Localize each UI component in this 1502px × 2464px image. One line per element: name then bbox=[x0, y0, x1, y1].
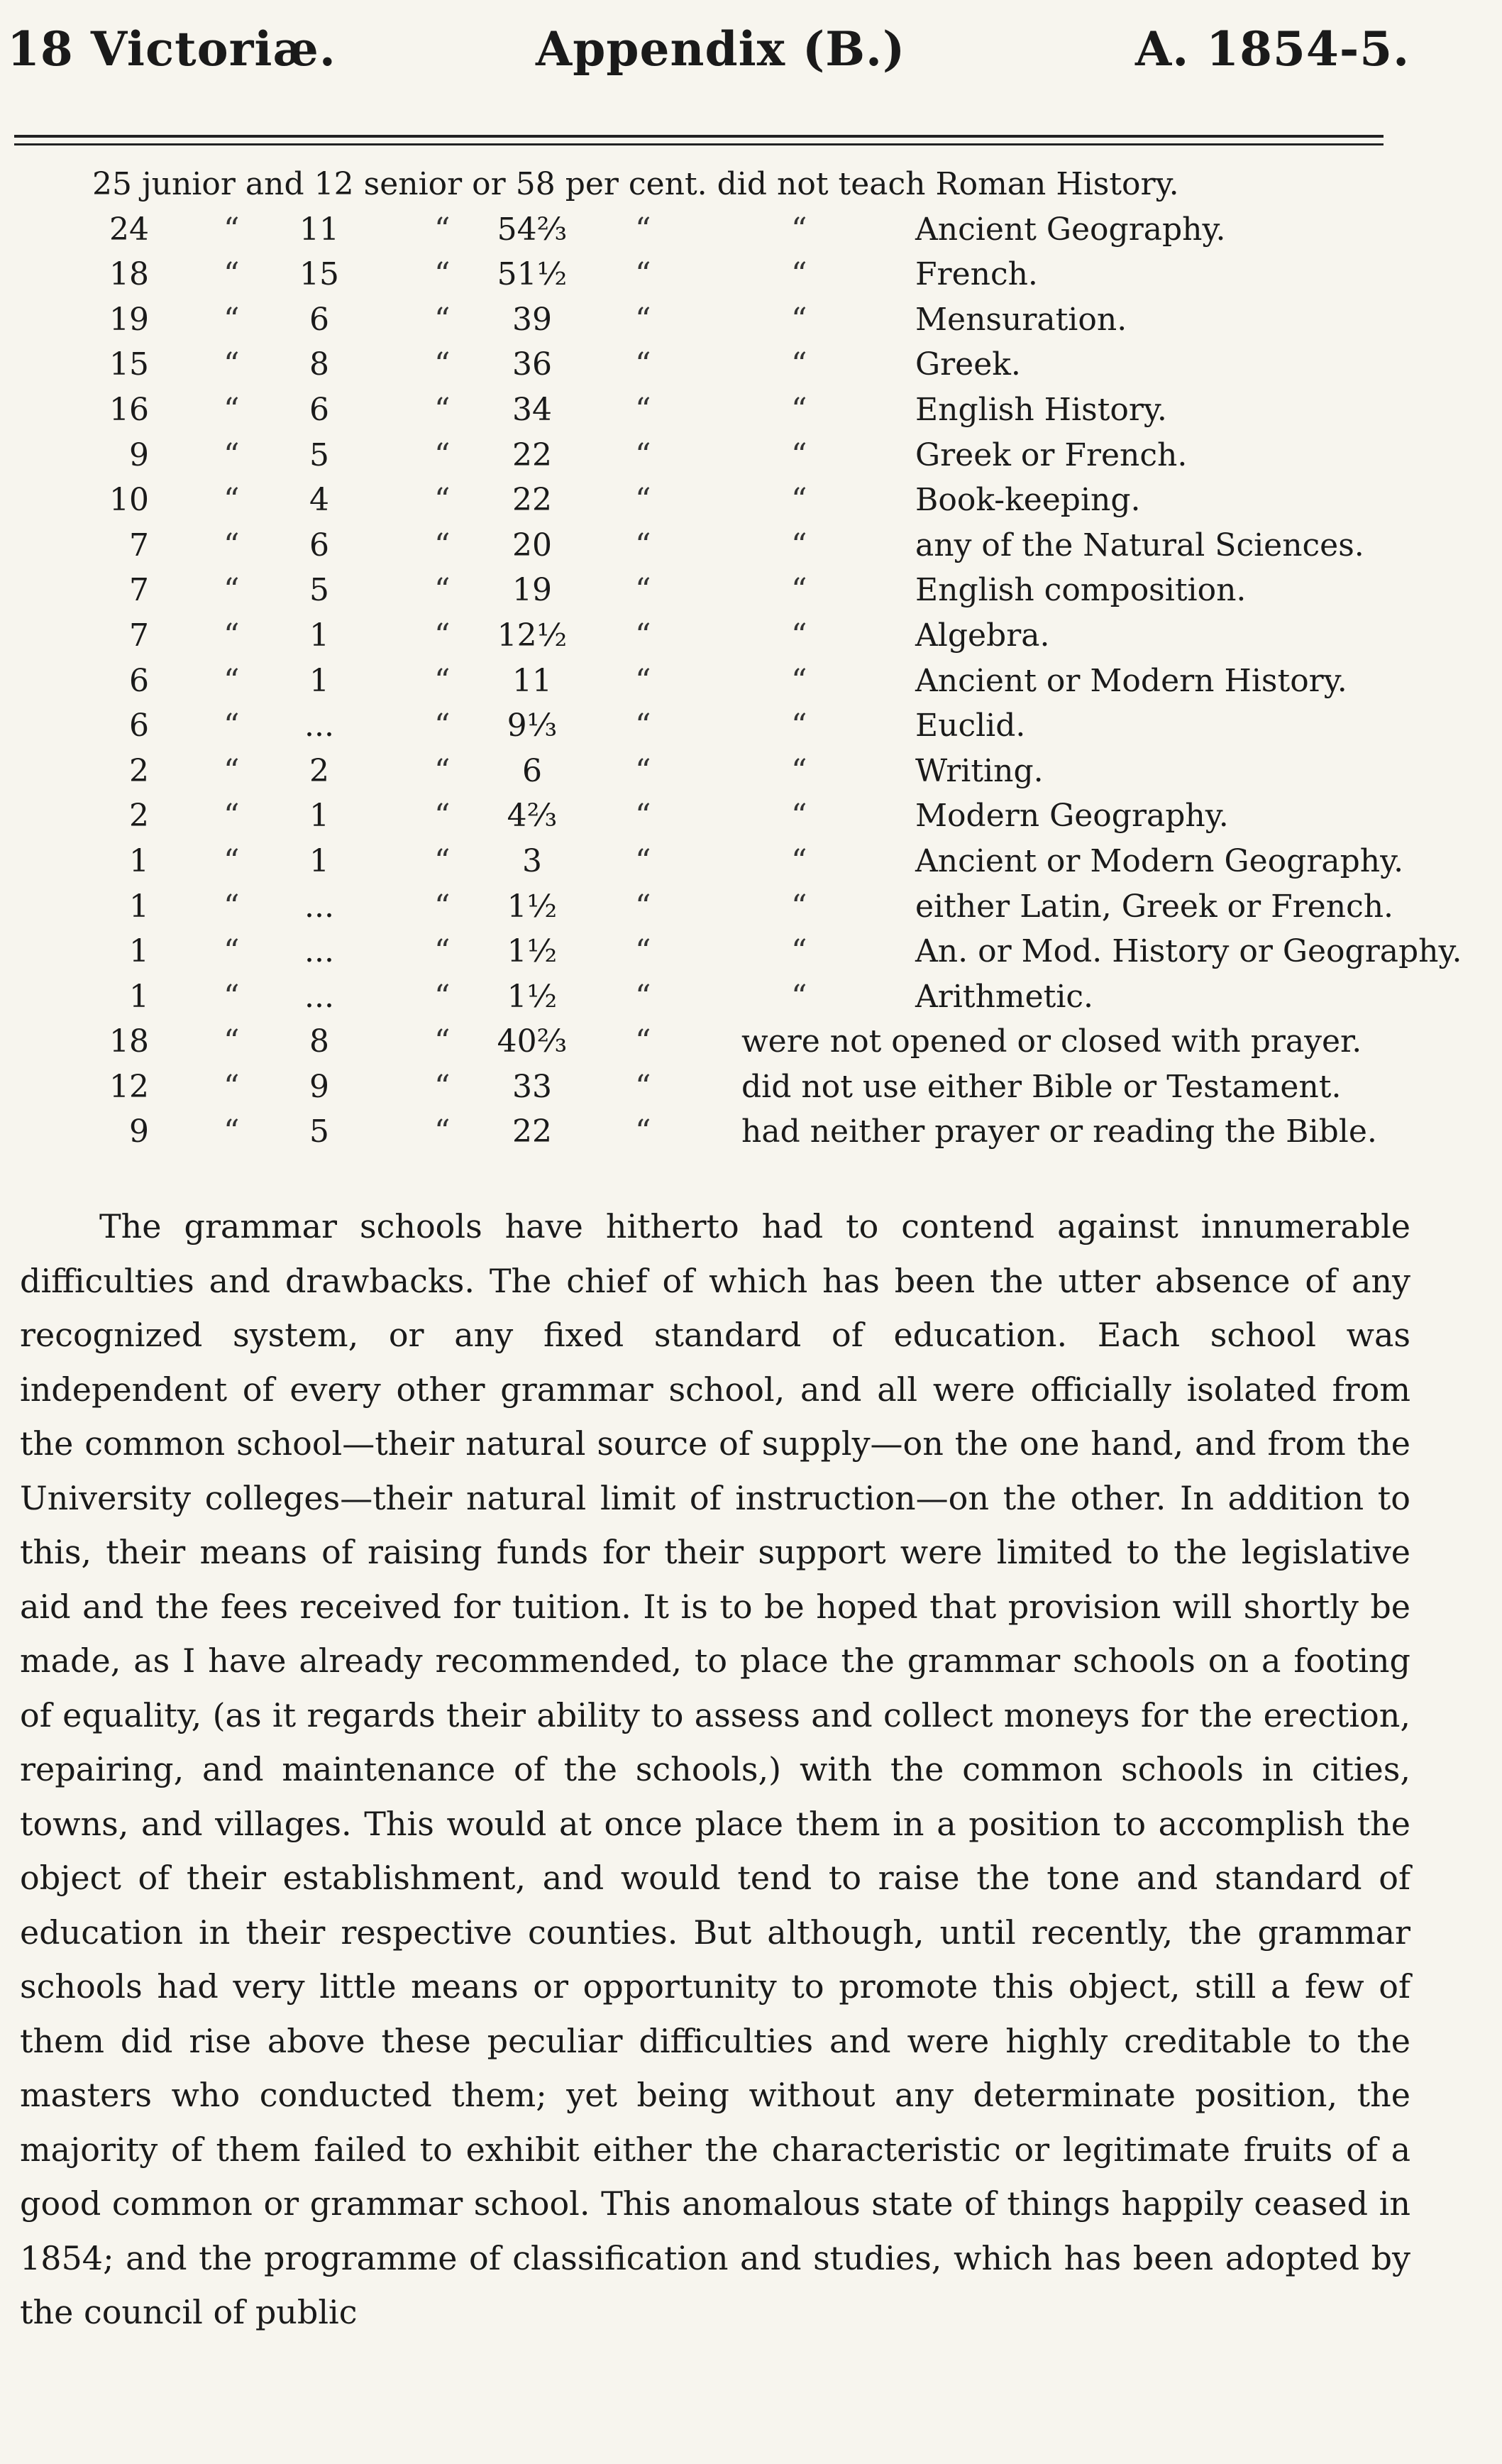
senior-count: 6 bbox=[309, 391, 329, 428]
senior-count: 4 bbox=[309, 482, 329, 519]
senior-count: 5 bbox=[309, 436, 329, 473]
ditto-mark: “ bbox=[635, 346, 651, 383]
junior-count: 2 bbox=[129, 752, 149, 789]
junior-count: 7 bbox=[129, 527, 149, 563]
junior-count: 7 bbox=[129, 572, 149, 609]
junior-count: 16 bbox=[109, 391, 149, 428]
ditto-mark: “ bbox=[635, 842, 651, 879]
ditto-mark: “ bbox=[791, 211, 807, 248]
senior-count: 6 bbox=[309, 527, 329, 563]
percent-value: 12½ bbox=[497, 617, 568, 654]
percent-value: 4⅔ bbox=[507, 798, 558, 835]
ditto-mark: “ bbox=[434, 617, 451, 654]
ditto-mark: “ bbox=[434, 301, 451, 338]
ditto-mark: “ bbox=[434, 1113, 451, 1150]
table-row bbox=[0, 1065, 1502, 1110]
ditto-mark: “ bbox=[635, 482, 651, 519]
ditto-mark: “ bbox=[434, 346, 451, 383]
ditto-mark: “ bbox=[434, 1068, 451, 1105]
header-rule-bottom bbox=[14, 143, 1384, 145]
table-row bbox=[0, 162, 1502, 207]
header-appendix: Appendix (B.) bbox=[536, 21, 906, 77]
statement-text: had neither prayer or reading the Bible. bbox=[741, 1113, 1377, 1150]
subject-name: French. bbox=[915, 256, 1038, 293]
junior-count: 6 bbox=[129, 708, 149, 744]
ditto-mark: “ bbox=[791, 527, 807, 563]
senior-count: 2 bbox=[309, 752, 329, 789]
subject-name: English History. bbox=[915, 391, 1167, 428]
table-row bbox=[0, 884, 1502, 930]
junior-count: 9 bbox=[129, 1113, 149, 1150]
ditto-mark: “ bbox=[791, 617, 807, 654]
ditto-mark: “ bbox=[223, 933, 240, 970]
ditto-mark: “ bbox=[434, 391, 451, 428]
ditto-mark: “ bbox=[434, 527, 451, 563]
junior-count: 2 bbox=[129, 798, 149, 835]
ditto-mark: “ bbox=[434, 888, 451, 925]
ditto-mark: “ bbox=[635, 256, 651, 293]
percent-value: 39 bbox=[512, 301, 552, 338]
ditto-mark: “ bbox=[791, 572, 807, 609]
ditto-mark: “ bbox=[791, 301, 807, 338]
ditto-mark: “ bbox=[434, 933, 451, 970]
first-row-text bbox=[92, 162, 1179, 207]
ditto-mark: “ bbox=[223, 1113, 240, 1150]
table-row bbox=[0, 703, 1502, 749]
senior-count: 1 bbox=[309, 842, 329, 879]
ditto-mark: “ bbox=[791, 346, 807, 383]
ditto-mark: “ bbox=[635, 978, 651, 1015]
page-header bbox=[0, 0, 1502, 106]
first-row-verb: did not teach bbox=[717, 166, 926, 202]
table-row bbox=[0, 387, 1502, 433]
percent-value: 22 bbox=[512, 482, 552, 519]
junior-count: 10 bbox=[109, 482, 149, 519]
junior-count: 7 bbox=[129, 617, 149, 654]
ditto-mark: “ bbox=[223, 1068, 240, 1105]
subject-name: English composition. bbox=[915, 572, 1247, 609]
subject-name: An. or Mod. History or Geography. bbox=[915, 933, 1462, 970]
senior-count: 6 bbox=[309, 301, 329, 338]
table-row bbox=[0, 478, 1502, 523]
ditto-mark: “ bbox=[635, 527, 651, 563]
ditto-mark: “ bbox=[434, 572, 451, 609]
senior-count: 1 bbox=[309, 798, 329, 835]
senior-count: 11 bbox=[299, 211, 339, 248]
ditto-mark: “ bbox=[635, 211, 651, 248]
ditto-mark: “ bbox=[635, 662, 651, 699]
junior-count: 6 bbox=[129, 662, 149, 699]
subject-name: either Latin, Greek or French. bbox=[915, 888, 1394, 925]
ditto-mark: “ bbox=[791, 482, 807, 519]
header-rule-top bbox=[14, 135, 1384, 138]
table-row bbox=[0, 1019, 1502, 1065]
ditto-mark: “ bbox=[791, 436, 807, 473]
ditto-mark: “ bbox=[635, 1023, 651, 1060]
junior-count: 1 bbox=[129, 842, 149, 879]
ditto-mark: “ bbox=[223, 256, 240, 293]
ditto-mark: “ bbox=[791, 708, 807, 744]
table-row bbox=[0, 297, 1502, 343]
percent-value: 19 bbox=[512, 572, 552, 609]
subject-name: Greek or French. bbox=[915, 436, 1188, 473]
table-row bbox=[0, 839, 1502, 884]
ditto-mark: “ bbox=[635, 1113, 651, 1150]
first-row-senior: 12 bbox=[314, 166, 354, 202]
statement-text: did not use either Bible or Testament. bbox=[741, 1068, 1342, 1105]
percent-value: 54⅔ bbox=[497, 211, 568, 248]
ditto-mark: “ bbox=[635, 752, 651, 789]
senior-count: ... bbox=[304, 978, 334, 1015]
junior-count: 1 bbox=[129, 978, 149, 1015]
ditto-mark: “ bbox=[434, 842, 451, 879]
ditto-mark: “ bbox=[434, 708, 451, 744]
ditto-mark: “ bbox=[635, 708, 651, 744]
ditto-mark: “ bbox=[635, 888, 651, 925]
ditto-mark: “ bbox=[223, 1023, 240, 1060]
table-row bbox=[0, 974, 1502, 1020]
table-row bbox=[0, 523, 1502, 568]
ditto-mark: “ bbox=[791, 256, 807, 293]
ditto-mark: “ bbox=[791, 888, 807, 925]
first-row-subject: Roman History. bbox=[935, 166, 1179, 202]
header-session: 18 Victoriæ. bbox=[7, 21, 336, 77]
percent-value: 20 bbox=[512, 527, 552, 563]
junior-count: 12 bbox=[109, 1068, 149, 1105]
ditto-mark: “ bbox=[223, 482, 240, 519]
table-row bbox=[0, 749, 1502, 794]
body-paragraph-container bbox=[20, 1199, 1410, 2340]
ditto-mark: “ bbox=[434, 256, 451, 293]
table-row bbox=[0, 568, 1502, 613]
ditto-mark: “ bbox=[791, 933, 807, 970]
percent-value: 22 bbox=[512, 1113, 552, 1150]
first-row-percent-word: per cent. bbox=[565, 166, 707, 202]
table-row bbox=[0, 793, 1502, 839]
junior-count: 1 bbox=[129, 888, 149, 925]
table-row bbox=[0, 207, 1502, 253]
statistics-table bbox=[0, 162, 1502, 1155]
first-row-percent: 58 bbox=[515, 166, 556, 202]
table-row bbox=[0, 433, 1502, 478]
subject-name: Algebra. bbox=[915, 617, 1050, 654]
ditto-mark: “ bbox=[635, 436, 651, 473]
ditto-mark: “ bbox=[434, 978, 451, 1015]
ditto-mark: “ bbox=[791, 662, 807, 699]
ditto-mark: “ bbox=[635, 617, 651, 654]
ditto-mark: “ bbox=[223, 662, 240, 699]
junior-count: 19 bbox=[109, 301, 149, 338]
subject-name: Writing. bbox=[915, 752, 1044, 789]
subject-name: any of the Natural Sciences. bbox=[915, 527, 1364, 563]
senior-count: 1 bbox=[309, 617, 329, 654]
first-row-junior-word: junior and bbox=[142, 166, 304, 202]
junior-count: 1 bbox=[129, 933, 149, 970]
senior-count: 5 bbox=[309, 1113, 329, 1150]
statement-text: were not opened or closed with prayer. bbox=[741, 1023, 1362, 1060]
subject-name: Ancient Geography. bbox=[915, 211, 1226, 248]
senior-count: 5 bbox=[309, 572, 329, 609]
ditto-mark: “ bbox=[635, 933, 651, 970]
ditto-mark: “ bbox=[635, 798, 651, 835]
ditto-mark: “ bbox=[791, 842, 807, 879]
percent-value: 1½ bbox=[507, 978, 558, 1015]
table-row bbox=[0, 252, 1502, 297]
ditto-mark: “ bbox=[223, 211, 240, 248]
ditto-mark: “ bbox=[223, 436, 240, 473]
ditto-mark: “ bbox=[434, 211, 451, 248]
percent-value: 33 bbox=[512, 1068, 552, 1105]
ditto-mark: “ bbox=[223, 346, 240, 383]
ditto-mark: “ bbox=[635, 391, 651, 428]
subject-name: Ancient or Modern History. bbox=[915, 662, 1347, 699]
ditto-mark: “ bbox=[434, 752, 451, 789]
first-row-senior-word: senior or bbox=[363, 166, 506, 202]
senior-count: 15 bbox=[299, 256, 339, 293]
subject-name: Ancient or Modern Geography. bbox=[915, 842, 1404, 879]
percent-value: 36 bbox=[512, 346, 552, 383]
ditto-mark: “ bbox=[434, 798, 451, 835]
ditto-mark: “ bbox=[635, 301, 651, 338]
subject-name: Euclid. bbox=[915, 708, 1026, 744]
percent-value: 3 bbox=[522, 842, 542, 879]
subject-name: Book-keeping. bbox=[915, 482, 1141, 519]
percent-value: 1½ bbox=[507, 933, 558, 970]
senior-count: 8 bbox=[309, 1023, 329, 1060]
table-row bbox=[0, 1109, 1502, 1155]
subject-name: Mensuration. bbox=[915, 301, 1127, 338]
percent-value: 1½ bbox=[507, 888, 558, 925]
subject-name: Modern Geography. bbox=[915, 798, 1229, 835]
percent-value: 9⅓ bbox=[507, 708, 558, 744]
junior-count: 9 bbox=[129, 436, 149, 473]
table-row bbox=[0, 342, 1502, 387]
ditto-mark: “ bbox=[434, 482, 451, 519]
header-year: A. 1854-5. bbox=[1135, 21, 1410, 77]
ditto-mark: “ bbox=[223, 708, 240, 744]
percent-value: 34 bbox=[512, 391, 552, 428]
ditto-mark: “ bbox=[223, 572, 240, 609]
senior-count: 1 bbox=[309, 662, 329, 699]
subject-name: Greek. bbox=[915, 346, 1021, 383]
ditto-mark: “ bbox=[223, 301, 240, 338]
table-row bbox=[0, 659, 1502, 704]
first-row-junior: 25 bbox=[92, 166, 132, 202]
junior-count: 18 bbox=[109, 256, 149, 293]
ditto-mark: “ bbox=[791, 752, 807, 789]
table-row bbox=[0, 613, 1502, 659]
ditto-mark: “ bbox=[791, 798, 807, 835]
junior-count: 24 bbox=[109, 211, 149, 248]
junior-count: 18 bbox=[109, 1023, 149, 1060]
subject-name: Arithmetic. bbox=[915, 978, 1094, 1015]
ditto-mark: “ bbox=[223, 391, 240, 428]
ditto-mark: “ bbox=[635, 572, 651, 609]
ditto-mark: “ bbox=[223, 527, 240, 563]
percent-value: 40⅔ bbox=[497, 1023, 568, 1060]
ditto-mark: “ bbox=[635, 1068, 651, 1105]
junior-count: 15 bbox=[109, 346, 149, 383]
ditto-mark: “ bbox=[434, 1023, 451, 1060]
ditto-mark: “ bbox=[791, 391, 807, 428]
ditto-mark: “ bbox=[434, 662, 451, 699]
ditto-mark: “ bbox=[791, 978, 807, 1015]
percent-value: 6 bbox=[522, 752, 542, 789]
percent-value: 11 bbox=[512, 662, 552, 699]
ditto-mark: “ bbox=[223, 978, 240, 1015]
senior-count: 8 bbox=[309, 346, 329, 383]
senior-count: ... bbox=[304, 888, 334, 925]
ditto-mark: “ bbox=[223, 617, 240, 654]
ditto-mark: “ bbox=[223, 798, 240, 835]
senior-count: ... bbox=[304, 708, 334, 744]
ditto-mark: “ bbox=[223, 842, 240, 879]
percent-value: 22 bbox=[512, 436, 552, 473]
ditto-mark: “ bbox=[223, 752, 240, 789]
table-row bbox=[0, 929, 1502, 974]
senior-count: ... bbox=[304, 933, 334, 970]
percent-value: 51½ bbox=[497, 256, 568, 293]
ditto-mark: “ bbox=[223, 888, 240, 925]
body-paragraph: The grammar schools have hitherto had to contend against innumerable difficulties and drawbacks. The chief of which has been the utter absence of any recognized system, or any fixed standard of education. Each school was independent of every other grammar school, and all were officially isolated from the common school—their natural source of supply—on the one hand, and from the University colleges—their natural limit of instruction—on the other. In addition to this, their means of raising funds for their support were limited to the legislative aid and the fees received for tuition. It is to be hoped that provision will shortly be made, as I have already recommended, to place the grammar schools on a footing of equality, (as it regards their ability to assess and collect moneys for the erection, repairing, and maintenance of the schools,) with the common schools in cities, towns, and villages. This would at once place them in a position to accomplish the object of their establishment, and would tend to raise the tone and standard of education in their respective counties. But although, until recently, the grammar schools had very little means or opportunity to promote this object, still a few of them did rise above these peculiar difficulties and were highly creditable to the masters who conducted them; yet being without any determinate position, the majority of them failed to exhibit either the characteristic or legitimate fruits of a good common or grammar school. This anomalous state of things happily ceased in 1854; and the programme of classification and studies, which has been adopted by the council of public bbox=[20, 1207, 1410, 2331]
ditto-mark: “ bbox=[434, 436, 451, 473]
senior-count: 9 bbox=[309, 1068, 329, 1105]
